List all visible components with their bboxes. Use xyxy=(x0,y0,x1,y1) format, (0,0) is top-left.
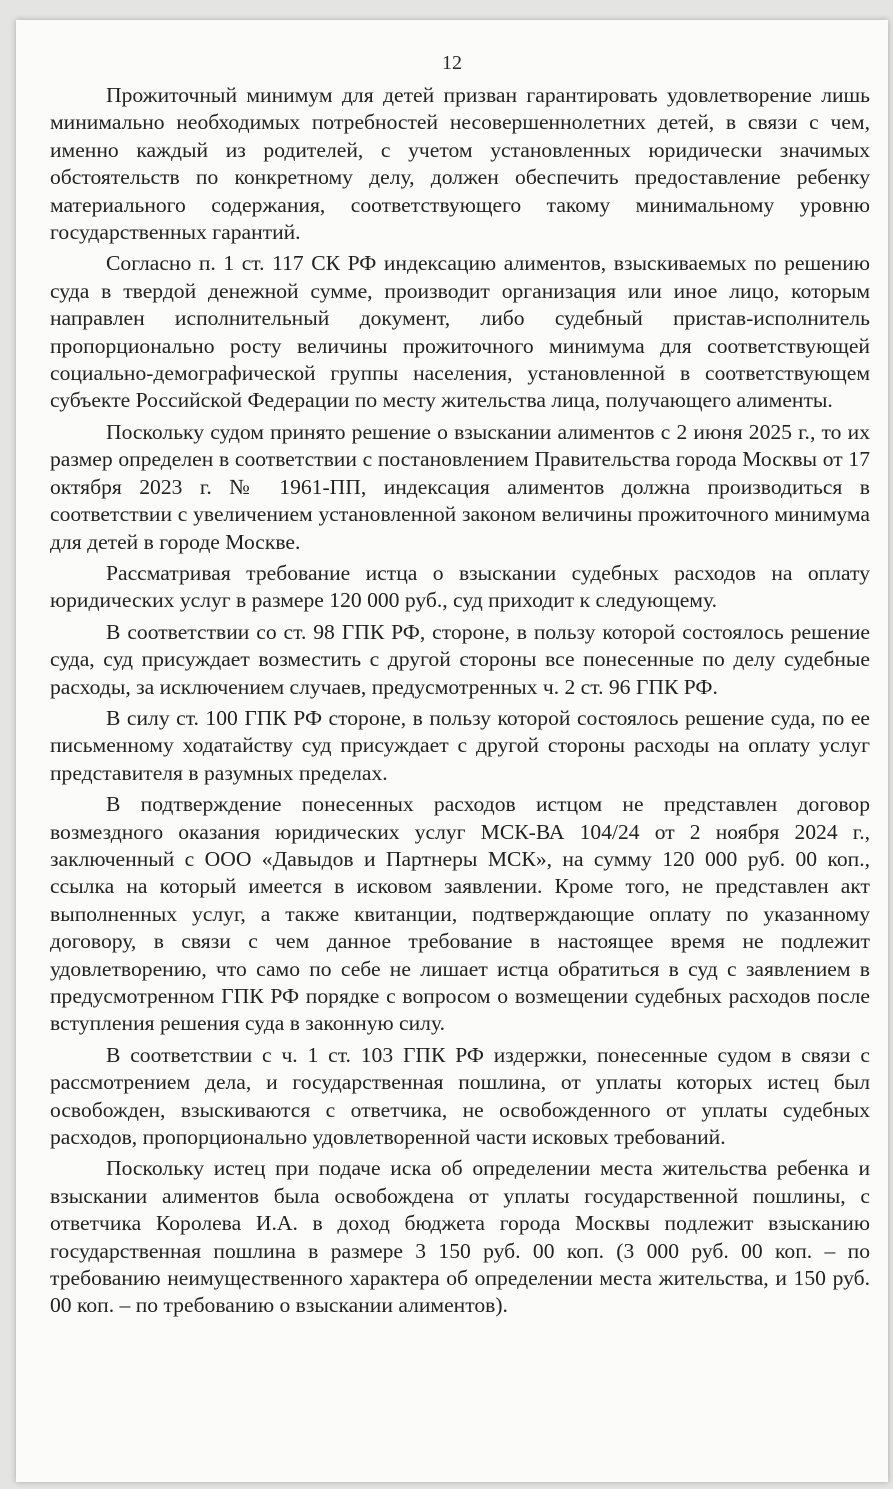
paragraph: В подтверждение понесенных расходов истцом не представлен договор возмездного оказания юридических услуг МСК-ВА 104/24 от 2 ноября 2024 г., заключенный с ООО «Давыдов и Партнеры МСК», на сумму 120 000 руб. 00 коп., ссылка на который имеется в исковом заявлении. Кроме того, не представлен акт выполненных услуг, а также квитанции, подтверждающие оплату по указанному договору, в связи с чем данное требование в настоящее время не подлежит удовлетворению, что само по себе не лишает истца обратиться в суд с заявлением в предусмотренном ГПК РФ порядке с вопросом о возмещении судебных расходов после вступления решения суда в законную силу. xyxy=(50,792,870,1036)
paragraph: Рассматривая требование истца о взыскании судебных расходов на оплату юридических услуг в размере 120 000 руб., суд приходит к следующему. xyxy=(50,560,870,613)
document-page xyxy=(16,20,888,1482)
paragraph: Согласно п. 1 ст. 117 СК РФ индексацию алиментов, взыскиваемых по решению суда в твердой денежной сумме, производит организация или иное лицо, которым направлен исполнительный документ, либо судебный пристав-исполнитель пропорционально росту величины прожиточного минимума для соответствующей социально-демографической группы населения, установленной в соответствующем субъекте Российской Федерации по месту жительства лица, получающего алименты. xyxy=(50,251,870,413)
document-body xyxy=(50,82,870,1324)
paragraph: Прожиточный минимум для детей призван гарантировать удовлетворение лишь минимально необходимых потребностей несовершеннолетних детей, в связи с чем, именно каждый из родителей, с учетом установленных юридически значимых обстоятельств по конкретному делу, должен обеспечить предоставление ребенку материального содержания, соответствующего такому минимальному уровню государственных гарантий. xyxy=(50,83,870,245)
page-number: 12 xyxy=(442,52,462,74)
paragraph: Поскольку судом принято решение о взыскании алиментов с 2 июня 2025 г., то их размер определен в соответствии с постановлением Правительства города Москвы от 17 октября 2023 г. № 1961-ПП, индексация алиментов должна производиться в соответствии с увеличением установленной законом величины прожиточного минимума для детей в городе Москве. xyxy=(50,419,870,554)
paragraph: В силу ст. 100 ГПК РФ стороне, в пользу которой состоялось решение суда, по ее письменному ходатайству суд присуждает с другой стороны расходы на оплату услуг представителя в разумных пределах. xyxy=(50,705,870,785)
paragraph: В соответствии со ст. 98 ГПК РФ, стороне, в пользу которой состоялось решение суда, суд присуждает возместить с другой стороны все понесенные по делу судебные расходы, за исключением случаев, предусмотренных ч. 2 ст. 96 ГПК РФ. xyxy=(50,619,870,699)
paragraph: В соответствии с ч. 1 ст. 103 ГПК РФ издержки, понесенные судом в связи с рассмотрением дела, и государственная пошлина, от уплаты которых истец был освобожден, взыскиваются с ответчика, не освобожденного от уплаты судебных расходов, пропорционально удовлетворенной части исковых требований. xyxy=(50,1042,870,1150)
paragraph: Поскольку истец при подаче иска об определении места жительства ребенка и взыскании алиментов была освобождена от уплаты государственной пошлины, с ответчика Королева И.А. в доход бюджета города Москвы подлежит взысканию государственная пошлина в размере 3 150 руб. 00 коп. (3 000 руб. 00 коп. – по требованию неимущественного характера об определении места жительства, и 150 руб. 00 коп. – по требованию о взыскании алиментов). xyxy=(50,1156,870,1318)
